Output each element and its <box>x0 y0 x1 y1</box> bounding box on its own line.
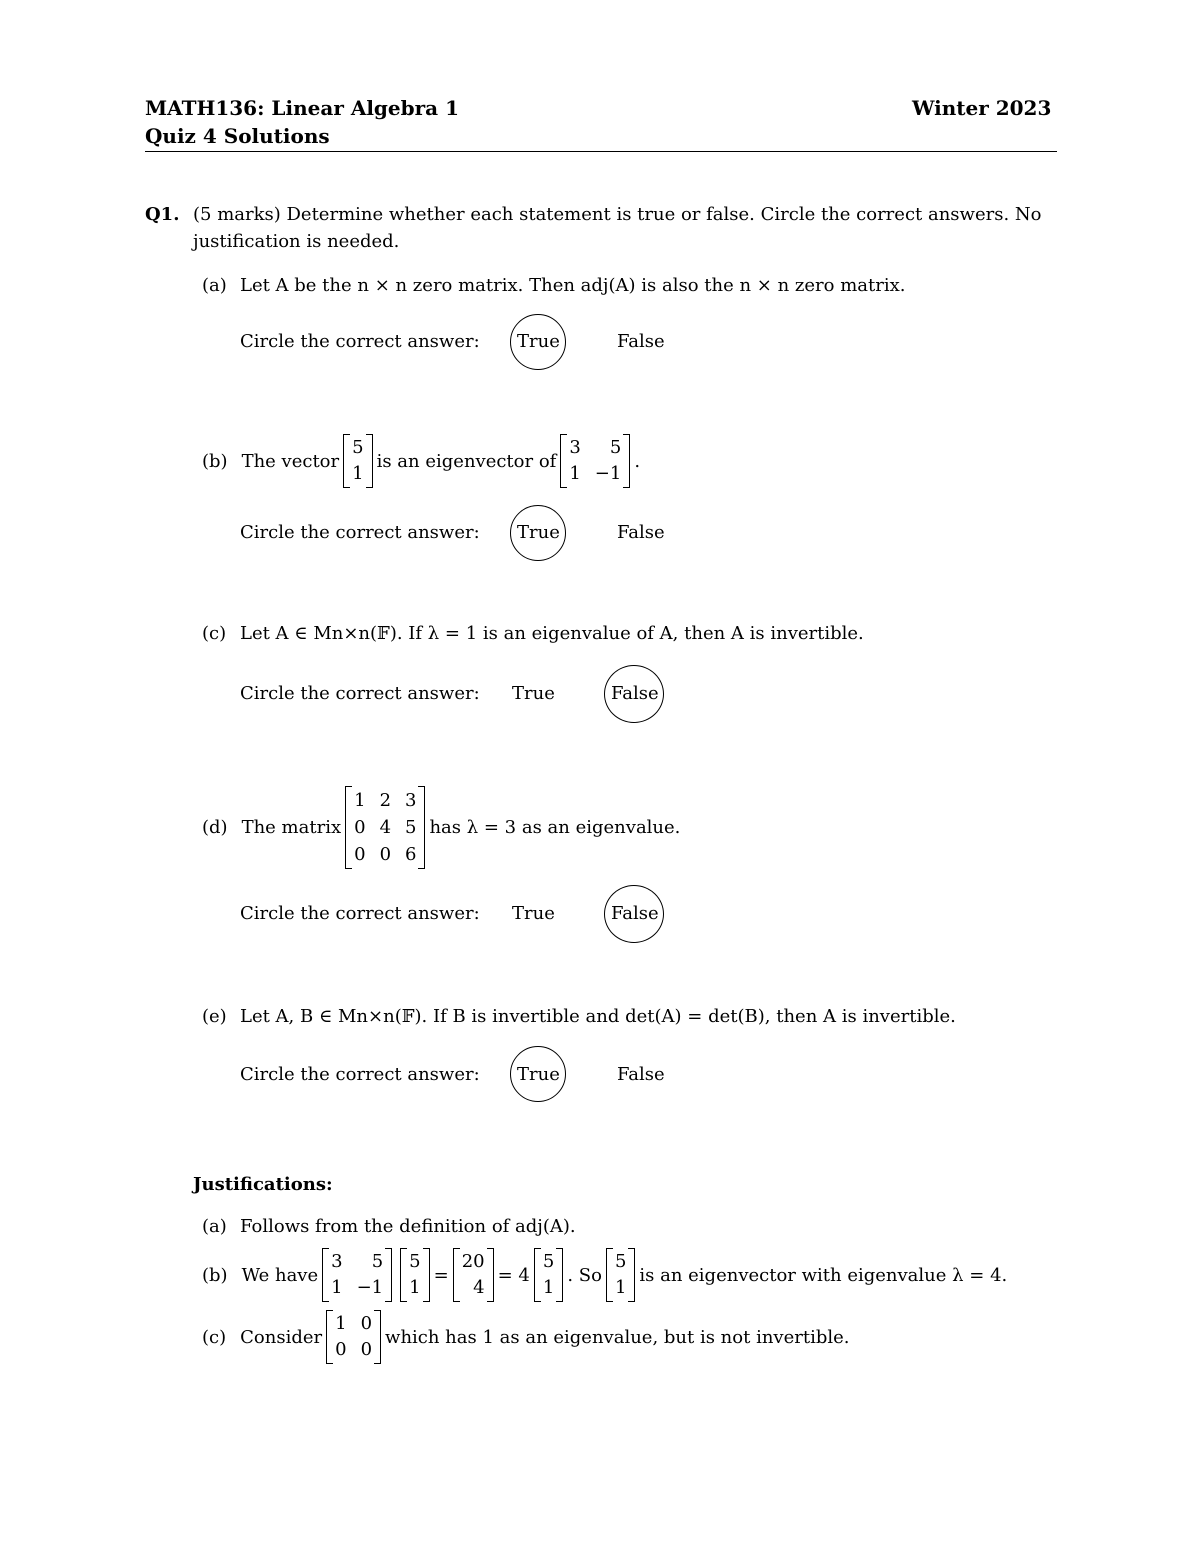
part-a-label: (a) <box>202 275 227 296</box>
part-a-statement: Let A be the n × n zero matrix. Then adj(A) is also the n × n zero matrix. <box>240 275 906 296</box>
part-c-false-option[interactable]: False <box>611 683 659 704</box>
part-b-circle-prompt: Circle the correct answer: <box>240 522 480 543</box>
justification-b-vector-1: 5 1 <box>400 1248 429 1302</box>
justification-b-row <box>202 1246 1007 1304</box>
part-b-text-post: . <box>634 450 641 472</box>
part-b-matrix: 3 5 1 −1 <box>560 434 630 488</box>
page-subtitle: Quiz 4 Solutions <box>145 124 330 148</box>
question-label: Q1. <box>145 204 180 225</box>
part-a-false-option[interactable]: False <box>617 331 665 352</box>
part-d-text-post: has λ = 3 as an eigenvalue. <box>429 816 681 838</box>
justification-c-row <box>202 1308 850 1366</box>
part-d-answer-circle <box>604 885 664 943</box>
part-c-statement: Let A ∈ Mn×n(𝔽). If λ = 1 is an eigenvalue of A, then A is invertible. <box>240 623 864 644</box>
part-c-true-option[interactable]: True <box>512 683 555 704</box>
justification-b-vector-4: 5 1 <box>606 1248 635 1302</box>
justification-a-text: Follows from the definition of adj(A). <box>240 1216 576 1237</box>
justification-c-text-1: Consider <box>240 1326 323 1348</box>
part-d-text-pre: The matrix <box>241 816 342 838</box>
justification-b-text-1: We have <box>241 1264 319 1286</box>
question-intro-line2: justification is needed. <box>193 231 400 252</box>
part-b-false-option[interactable]: False <box>617 522 665 543</box>
term-label: Winter 2023 <box>912 96 1052 120</box>
justification-b-text-so: . So <box>567 1264 602 1286</box>
part-b-row <box>202 432 640 490</box>
part-a-answer-circle <box>510 314 566 370</box>
part-b-vector: 5 1 <box>343 434 372 488</box>
part-b-label: (b) <box>202 450 228 472</box>
part-e-circle-prompt: Circle the correct answer: <box>240 1064 480 1085</box>
justification-a-label: (a) <box>202 1216 227 1237</box>
part-c-answer-circle <box>604 665 664 723</box>
part-d-label: (d) <box>202 816 228 838</box>
course-title: MATH136: Linear Algebra 1 <box>145 96 460 120</box>
part-e-statement: Let A, B ∈ Mn×n(𝔽). If B is invertible and det(A) = det(B), then A is invertible. <box>240 1006 956 1027</box>
part-e-answer-circle <box>510 1046 566 1102</box>
part-b-answer-circle <box>510 505 566 561</box>
justification-b-text-end: is an eigenvector with eigenvalue λ = 4. <box>639 1264 1008 1286</box>
part-d-matrix: 1 2 3 0 4 5 0 0 6 <box>345 786 425 869</box>
justifications-heading: Justifications: <box>193 1174 333 1195</box>
justification-c-label: (c) <box>202 1326 227 1348</box>
justification-c-text-2: which has 1 as an eigenvalue, but is not invertible. <box>385 1326 850 1348</box>
part-d-false-option[interactable]: False <box>611 903 659 924</box>
part-b-text-pre: The vector <box>241 450 340 472</box>
justification-b-equals: = <box>433 1264 449 1286</box>
justification-c-matrix: 1 0 0 0 <box>326 1310 381 1364</box>
header-rule <box>145 151 1057 152</box>
justification-b-matrix: 3 5 1 −1 <box>322 1248 392 1302</box>
part-c-circle-prompt: Circle the correct answer: <box>240 683 480 704</box>
part-b-text-mid: is an eigenvector of <box>376 450 557 472</box>
part-d-row <box>202 785 680 869</box>
part-e-true-option[interactable]: True <box>517 1064 560 1085</box>
part-b-true-option[interactable]: True <box>517 522 560 543</box>
part-d-circle-prompt: Circle the correct answer: <box>240 903 480 924</box>
part-e-label: (e) <box>202 1006 227 1027</box>
justification-b-scalar: = 4 <box>497 1264 530 1286</box>
part-a-true-option[interactable]: True <box>517 331 560 352</box>
justification-b-label: (b) <box>202 1264 228 1286</box>
question-intro-line1: (5 marks) Determine whether each statement is true or false. Circle the correct answers. No <box>193 204 1042 225</box>
justification-b-vector-3: 5 1 <box>534 1248 563 1302</box>
justification-b-vector-2: 20 4 <box>453 1248 494 1302</box>
part-a-circle-prompt: Circle the correct answer: <box>240 331 480 352</box>
part-d-true-option[interactable]: True <box>512 903 555 924</box>
part-e-false-option[interactable]: False <box>617 1064 665 1085</box>
part-c-label: (c) <box>202 623 227 644</box>
